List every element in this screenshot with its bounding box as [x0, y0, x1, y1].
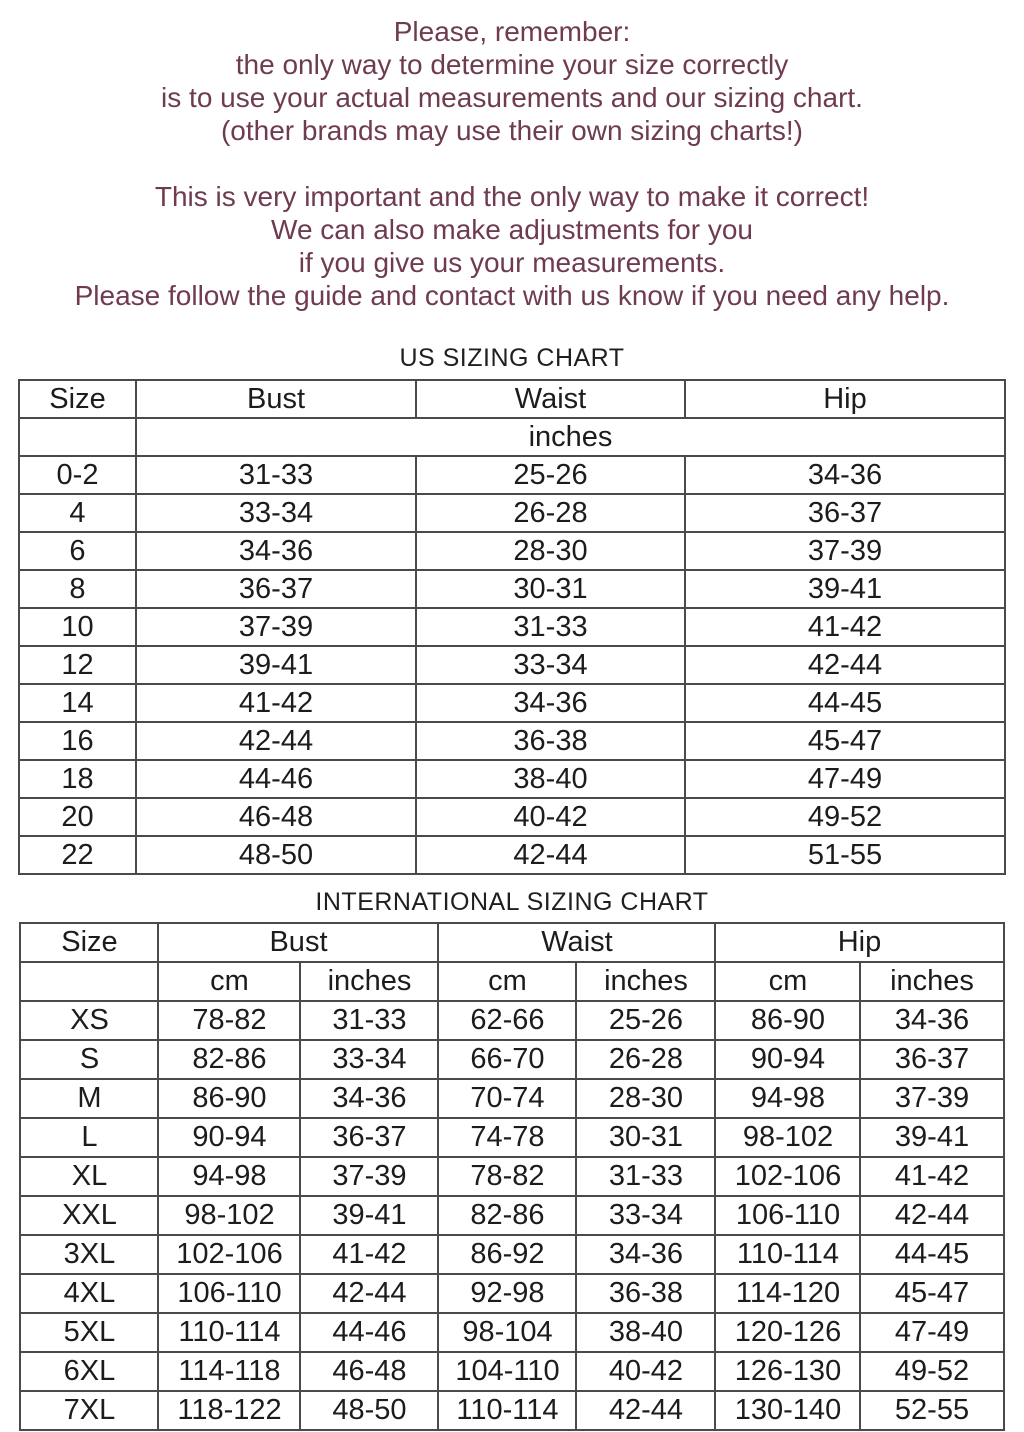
- intro-paragraph-1: [0, 15, 1024, 147]
- table-row: [20, 1196, 1003, 1235]
- size-cell: 5XL: [20, 1313, 158, 1352]
- bust-in-cell: 39-41: [300, 1196, 438, 1235]
- hip-cell: 51-55: [685, 836, 1005, 874]
- intro-line: (other brands may use their own sizing charts!): [220, 115, 804, 146]
- waist-cell: 30-31: [416, 570, 685, 608]
- waist-cell: 26-28: [416, 494, 685, 532]
- us-col-header-waist: Waist: [416, 380, 685, 418]
- hip-cell: 49-52: [685, 798, 1005, 836]
- hip-cell: 36-37: [685, 494, 1005, 532]
- size-cell: M: [20, 1079, 158, 1118]
- hip-in-cell: 41-42: [860, 1157, 1003, 1196]
- hip-in-cell: 45-47: [860, 1274, 1003, 1313]
- table-row: [19, 570, 1005, 608]
- size-cell: 10: [19, 608, 136, 646]
- table-row: [19, 722, 1005, 760]
- waist-in-cell: 34-36: [576, 1235, 715, 1274]
- bust-cm-cell: 94-98: [158, 1157, 300, 1196]
- intro-text-block: [0, 0, 1024, 312]
- waist-cm-cell: 78-82: [438, 1157, 576, 1196]
- waist-cm-cell: 98-104: [438, 1313, 576, 1352]
- us-chart-title: US SIZING CHART: [399, 344, 625, 372]
- intro-paragraph-2: [0, 180, 1024, 312]
- table-row: [19, 760, 1005, 798]
- bust-in-cell: 42-44: [300, 1274, 438, 1313]
- us-col-header-size: Size: [19, 380, 136, 418]
- table-row: [20, 1313, 1003, 1352]
- table-row: [20, 1079, 1003, 1118]
- waist-cm-cell: 104-110: [438, 1352, 576, 1391]
- intl-col-header-waist: Waist: [438, 923, 715, 962]
- size-cell: XS: [20, 1001, 158, 1040]
- waist-in-cell: 30-31: [576, 1118, 715, 1157]
- us-sizing-table: [18, 379, 1006, 875]
- bust-in-cell: 48-50: [300, 1391, 438, 1430]
- size-cell: 4XL: [20, 1274, 158, 1313]
- hip-in-cell: 47-49: [860, 1313, 1003, 1352]
- bust-cell: 33-34: [136, 494, 416, 532]
- empty-cell: [19, 418, 136, 456]
- intro-line: Please, remember:: [393, 16, 631, 47]
- waist-in-cell: 31-33: [576, 1157, 715, 1196]
- table-row: [20, 1157, 1003, 1196]
- waist-cm-cell: 86-92: [438, 1235, 576, 1274]
- intl-table-body: [20, 1001, 1003, 1430]
- hip-in-cell: 36-37: [860, 1040, 1003, 1079]
- table-row: [20, 1274, 1003, 1313]
- bust-cell: 46-48: [136, 798, 416, 836]
- bust-cell: 41-42: [136, 684, 416, 722]
- bust-cell: 34-36: [136, 532, 416, 570]
- table-row: [19, 494, 1005, 532]
- bust-cell: 36-37: [136, 570, 416, 608]
- waist-cm-cell: 74-78: [438, 1118, 576, 1157]
- hip-cm-cell: 110-114: [715, 1235, 860, 1274]
- waist-cell: 38-40: [416, 760, 685, 798]
- bust-cm-cell: 78-82: [158, 1001, 300, 1040]
- hip-cm-cell: 86-90: [715, 1001, 860, 1040]
- us-col-header-bust: Bust: [136, 380, 416, 418]
- hip-cm-cell: 120-126: [715, 1313, 860, 1352]
- table-row: [20, 1352, 1003, 1391]
- intro-line: We can also make adjustments for you: [271, 214, 753, 245]
- bust-in-cell: 37-39: [300, 1157, 438, 1196]
- intro-line: This is very important and the only way to make it correct!: [154, 181, 870, 212]
- bust-cm-cell: 114-118: [158, 1352, 300, 1391]
- hip-in-cell: 34-36: [860, 1001, 1003, 1040]
- waist-in-cell: 42-44: [576, 1391, 715, 1430]
- bust-cm-cell: 98-102: [158, 1196, 300, 1235]
- hip-in-cell: 37-39: [860, 1079, 1003, 1118]
- waist-cell: 34-36: [416, 684, 685, 722]
- waist-cm-cell: 82-86: [438, 1196, 576, 1235]
- waist-cell: 36-38: [416, 722, 685, 760]
- bust-cm-cell: 118-122: [158, 1391, 300, 1430]
- hip-cell: 47-49: [685, 760, 1005, 798]
- waist-in-cell: 40-42: [576, 1352, 715, 1391]
- bust-cm-cell: 82-86: [158, 1040, 300, 1079]
- unit-label-cm: cm: [438, 962, 576, 1001]
- bust-in-cell: 33-34: [300, 1040, 438, 1079]
- hip-in-cell: 49-52: [860, 1352, 1003, 1391]
- waist-cm-cell: 70-74: [438, 1079, 576, 1118]
- table-row: [19, 684, 1005, 722]
- size-cell: 3XL: [20, 1235, 158, 1274]
- table-row: [20, 1118, 1003, 1157]
- bust-cell: 44-46: [136, 760, 416, 798]
- size-cell: 18: [19, 760, 136, 798]
- intro-line: Please follow the guide and contact with us know if you need any help.: [74, 280, 950, 311]
- bust-in-cell: 31-33: [300, 1001, 438, 1040]
- bust-cell: 37-39: [136, 608, 416, 646]
- size-cell: 16: [19, 722, 136, 760]
- table-row: [19, 456, 1005, 494]
- waist-cm-cell: 62-66: [438, 1001, 576, 1040]
- us-unit-label: inches: [136, 418, 1005, 456]
- hip-cm-cell: 98-102: [715, 1118, 860, 1157]
- intl-chart-title: INTERNATIONAL SIZING CHART: [315, 888, 709, 916]
- bust-in-cell: 46-48: [300, 1352, 438, 1391]
- size-cell: S: [20, 1040, 158, 1079]
- bust-in-cell: 41-42: [300, 1235, 438, 1274]
- hip-cell: 34-36: [685, 456, 1005, 494]
- waist-in-cell: 28-30: [576, 1079, 715, 1118]
- bust-cm-cell: 110-114: [158, 1313, 300, 1352]
- bust-cm-cell: 86-90: [158, 1079, 300, 1118]
- hip-cell: 45-47: [685, 722, 1005, 760]
- waist-in-cell: 26-28: [576, 1040, 715, 1079]
- hip-cell: 39-41: [685, 570, 1005, 608]
- hip-cm-cell: 126-130: [715, 1352, 860, 1391]
- size-cell: XXL: [20, 1196, 158, 1235]
- size-cell: 7XL: [20, 1391, 158, 1430]
- us-header-row: [19, 380, 1005, 418]
- table-row: [20, 1391, 1003, 1430]
- intro-line: if you give us your measurements.: [298, 247, 726, 278]
- size-cell: 4: [19, 494, 136, 532]
- size-cell: 6: [19, 532, 136, 570]
- size-cell: XL: [20, 1157, 158, 1196]
- unit-label-cm: cm: [158, 962, 300, 1001]
- hip-in-cell: 42-44: [860, 1196, 1003, 1235]
- bust-cell: 31-33: [136, 456, 416, 494]
- bust-cell: 42-44: [136, 722, 416, 760]
- table-row: [20, 1001, 1003, 1040]
- size-cell: L: [20, 1118, 158, 1157]
- table-row: [19, 532, 1005, 570]
- size-cell: 6XL: [20, 1352, 158, 1391]
- waist-cell: 25-26: [416, 456, 685, 494]
- size-cell: 14: [19, 684, 136, 722]
- hip-cell: 44-45: [685, 684, 1005, 722]
- waist-cell: 33-34: [416, 646, 685, 684]
- table-row: [20, 1235, 1003, 1274]
- waist-cm-cell: 92-98: [438, 1274, 576, 1313]
- bust-cm-cell: 106-110: [158, 1274, 300, 1313]
- waist-in-cell: 36-38: [576, 1274, 715, 1313]
- size-cell: 12: [19, 646, 136, 684]
- intl-sizing-table: [19, 922, 1004, 1431]
- waist-cm-cell: 110-114: [438, 1391, 576, 1430]
- us-unit-row: [19, 418, 1005, 456]
- waist-in-cell: 25-26: [576, 1001, 715, 1040]
- bust-cell: 39-41: [136, 646, 416, 684]
- hip-in-cell: 39-41: [860, 1118, 1003, 1157]
- hip-cm-cell: 130-140: [715, 1391, 860, 1430]
- intl-col-header-size: Size: [20, 923, 158, 962]
- waist-cell: 28-30: [416, 532, 685, 570]
- intro-line: is to use your actual measurements and our sizing chart.: [161, 82, 863, 113]
- bust-in-cell: 44-46: [300, 1313, 438, 1352]
- bust-cm-cell: 90-94: [158, 1118, 300, 1157]
- empty-cell: [20, 962, 158, 1001]
- hip-cm-cell: 90-94: [715, 1040, 860, 1079]
- waist-cell: 31-33: [416, 608, 685, 646]
- bust-cell: 48-50: [136, 836, 416, 874]
- unit-label-inches: inches: [300, 962, 438, 1001]
- hip-cm-cell: 94-98: [715, 1079, 860, 1118]
- table-row: [20, 1040, 1003, 1079]
- unit-label-cm: cm: [715, 962, 860, 1001]
- bust-in-cell: 36-37: [300, 1118, 438, 1157]
- table-row: [19, 646, 1005, 684]
- waist-cell: 40-42: [416, 798, 685, 836]
- size-cell: 0-2: [19, 456, 136, 494]
- hip-cell: 41-42: [685, 608, 1005, 646]
- table-row: [19, 608, 1005, 646]
- table-row: [19, 798, 1005, 836]
- waist-cell: 42-44: [416, 836, 685, 874]
- size-cell: 8: [19, 570, 136, 608]
- waist-in-cell: 38-40: [576, 1313, 715, 1352]
- hip-cell: 42-44: [685, 646, 1005, 684]
- size-cell: 22: [19, 836, 136, 874]
- hip-cm-cell: 102-106: [715, 1157, 860, 1196]
- hip-cm-cell: 106-110: [715, 1196, 860, 1235]
- unit-label-inches: inches: [576, 962, 715, 1001]
- us-col-header-hip: Hip: [685, 380, 1005, 418]
- bust-cm-cell: 102-106: [158, 1235, 300, 1274]
- hip-cell: 37-39: [685, 532, 1005, 570]
- intl-header-row: [20, 923, 1003, 962]
- us-table-body: [19, 456, 1005, 874]
- hip-cm-cell: 114-120: [715, 1274, 860, 1313]
- size-cell: 20: [19, 798, 136, 836]
- waist-cm-cell: 66-70: [438, 1040, 576, 1079]
- intl-col-header-hip: Hip: [715, 923, 1003, 962]
- hip-in-cell: 44-45: [860, 1235, 1003, 1274]
- intro-line: the only way to determine your size correctly: [235, 49, 789, 80]
- intl-col-header-bust: Bust: [158, 923, 438, 962]
- bust-in-cell: 34-36: [300, 1079, 438, 1118]
- table-row: [19, 836, 1005, 874]
- intl-unit-row: [20, 962, 1003, 1001]
- hip-in-cell: 52-55: [860, 1391, 1003, 1430]
- unit-label-inches: inches: [860, 962, 1003, 1001]
- waist-in-cell: 33-34: [576, 1196, 715, 1235]
